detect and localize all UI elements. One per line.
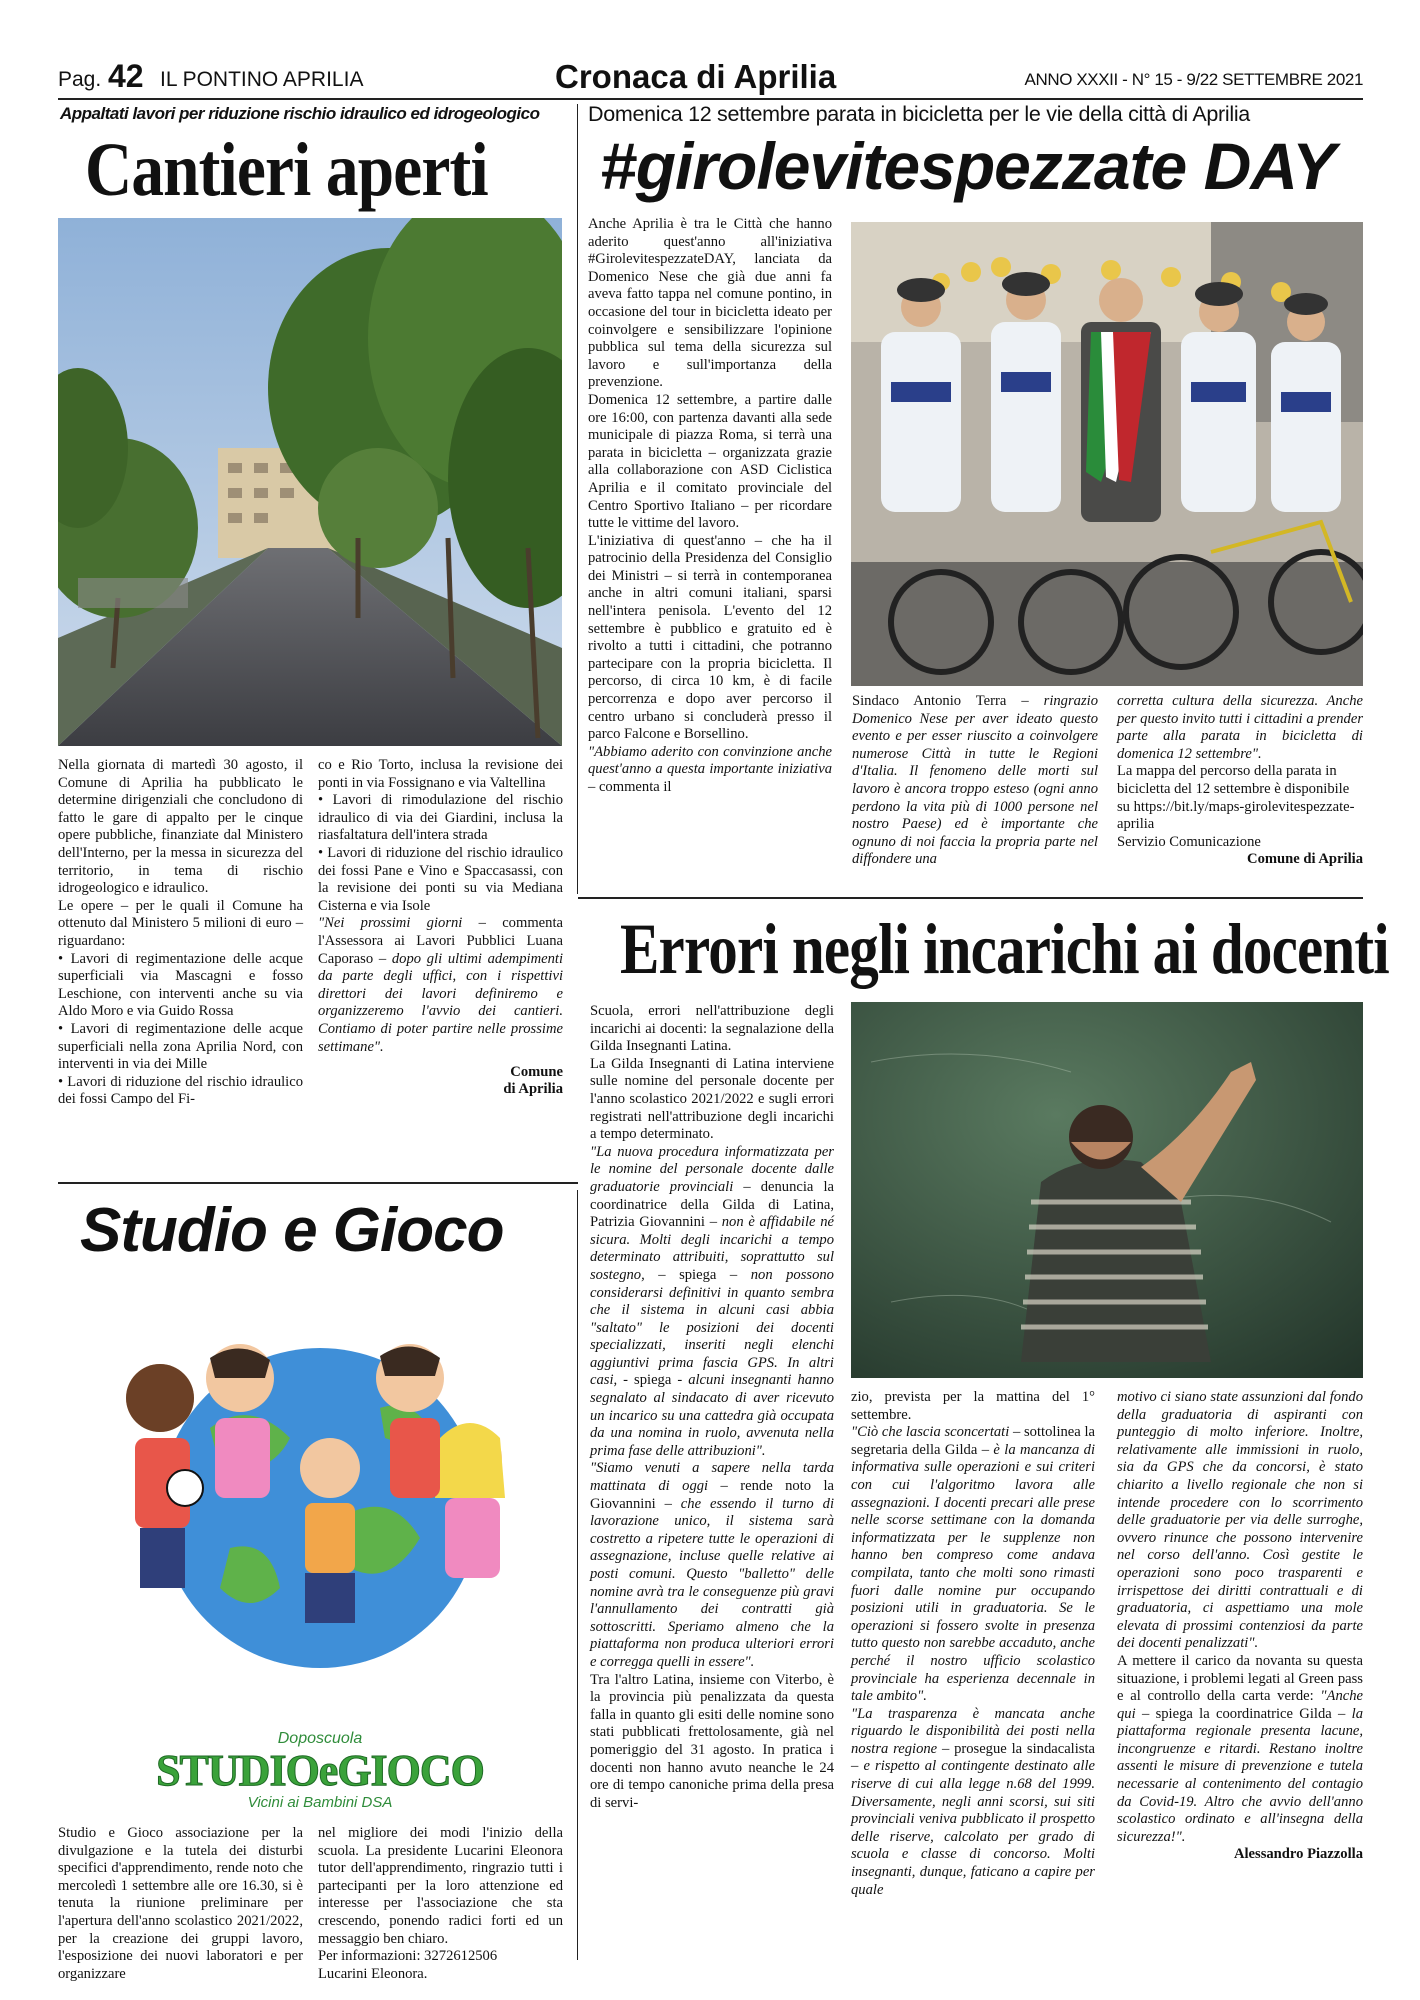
header-rule [58,98,1363,100]
girolevite-col-1 [588,216,832,797]
studio-logo-top: Doposcuola [277,1730,363,1747]
studio-title: Studio e Gioco [80,1196,504,1265]
cantieri-col-2 [318,757,563,1098]
girolevite-paragraph: Anche Aprilia è tra le Città che hanno aderito quest'anno all'iniziativa #GirolevitespezzateDAY, lanciata da Domenico Nese che già due anni fa aveva fatto tappa nel comune pontino, in occasione del tour in bicicletta ideato per coinvolgere e sensibilizzare l'opinione pubblica sul tema della sicurezza sul lavoro e sull'importanza della prevenzione. [588,216,832,391]
page-number: 42 [108,58,144,94]
errori-col-3: motivo ci siano state assunzioni dal fondo della graduatoria di aspiranti con punteggio di molto inferiore. Inoltre, relativamente alle immissioni in ruolo, sia da GPS che da concorsi, è stato chiarito a livello regionale che non si intende procedere con lo scorrimento delle graduatorie per via delle surroghe, ovvero rinunce che possono intervenire nel corso dell'anno. Così gestite le operazioni sono poco trasparenti e irrispettose dei diritti contrattuali e di graduatoria, ci aspettiamo una mole elevata di prossimi contenziosi da parte dei docenti penalizzati". A mettere il carico da novanta su questa situazione, i problemi legati al Green pass e al controllo della carta verde: "Anche qui – spiega la coordinatrice Gilda – la piattaforma regionale presenta lacune, incongruenze e ritardi. Restano inoltre assenti le misure di prevenzione e tutela necessarie al contenimento del contagio da Covid-19. Altro che avvio dell'anno scolastico ordinato e all'insegna della sicurezza!". Alessandro Piazzolla [1117,1389,1363,1863]
errori-col-2: zio, prevista per la mattina del 1° settembre. "Ciò che lascia sconcertati – sottolinea la segretaria della Gilda – è la mancanza di informativa sulle operazioni e sui criteri con cui l'algoritmo lavora alle assegnazioni. I docenti precari alle prese nelle scorse settimane con la domanda informatizzata per le supplenze non hanno ben compreso come andava compilata, tanto che molti sono rimasti fuori dalle nomine pur occupando posizioni utili in graduatoria. Se le operazioni si fossero svolte in presenza tutto questo non sarebbe accaduto, anche perché il nostro ufficio scolastico provinciale ha esperienza decennale in tale ambito". "La trasparenza è mancata anche riguardo le disponibilità dei posti nella nostra regione – prosegue la sindacalista – e rispetto al contingente destinato alle riserve di cui alla legge n.68 del 1999. Diversamente, negli anni scorsi, sui siti provinciali veniva pubblicato il prospetto delle riserve, calcolato per grado di scuola e classe di concorso. Molti insegnanti, dunque, faticano a capire per quale [851,1389,1095,1898]
cantieri-signature: Comune di Aprilia [503,1064,563,1098]
girolevite-title: #girolevitespezzate DAY [600,129,1336,203]
cantieri-paragraph: co e Rio Torto, inclusa la revisione dei ponti in via Fossignano e via Valtellina [318,757,563,791]
errori-col-1: Scuola, errori nell'attribuzione degli incarichi ai docenti: la segnalazione della Gilda Insegnanti Latina. La Gilda Insegnanti di Latina interviene sulle nomine del personale docente per l'anno scolastico 2021/2022 e sugli errori registrati nell'attribuzione degli incarichi a tempo determinato. "La nuova procedura informatizzata per le nomine del personale docente dalle graduatorie provinciali – denuncia la coordinatrice della Gilda di Latina, Patrizia Giovannini – non è affidabile né sicura. Molti degli incarichi a tempo determinato attribuiti, soprattutto sul sostegno, – spiega – non possono considerarsi definitivi in quanto sembra che il sistema in alcuni casi abbia "saltato" le posizioni dei docenti specializzati, inseriti negli elenchi aggiuntivi prima fascia GPS. In altri casi, - spiega - alcuni insegnanti hanno segnalato al sindacato di aver ricevuto un incarico su una cattedra già occupata da una nomina in ruolo, avvenuta nella prima fase delle attribuzioni". "Siamo venuti a sapere nella tarda mattinata di oggi – rende noto la Giovannini – che essendo il turno di lavorazione unico, il sistema sarà costretto a ripetere tutte le operazioni di assegnazione, incluse quelle relative ai posti comuni. Questo "balletto" delle nomine avrà tra le conseguenze più gravi l'annullamento dei contratti già sottoscritti. Speriamo almeno che la piattaforma non produca ulteriori errori e correggа quelli in essere". Tra l'altro Latina, insieme con Viterbo, è la provincia più penalizzata da questa falla in quanto gli esiti delle nomine sono stati pubblicati frettolosamente, già nel pomeriggio del 31 agosto. In pratica i docenti non hanno avuto neanche le 24 ore di tempo canoniche prima della presa di servi- [590,1003,835,1811]
girolevite-bottom-rule [578,897,1363,899]
studio-col-2: nel migliore dei modi l'inizio della scuola. La presidente Lucarini Eleonora tutor dell'apprendimento, ringrazio tutti i partecipanti per la loro attenzione ed interesse per l'associazione che sta crescendo, ponendo radici forti ed un messaggio ben chiaro. Per informazioni: 3272612506 Lucarini Eleonora. [318,1825,563,1982]
errori-signature: Alessandro Piazzolla [1233,1846,1363,1863]
page-header [58,58,1363,98]
girolevite-kicker: Domenica 12 settembre parata in bicicletta per le vie della città di Aprilia [588,102,1250,126]
girolevite-col-2: Sindaco Antonio Terra – ringrazio Domenico Nese per aver ideato questo evento e per esser riuscito a coinvolgere numerose Città in tutte le Regioni d'Italia. Il fenomeno delle morti sul lavoro è ancora troppo esteso (ogni anno perdono la vita più di 1000 persone nel nostro Paese) ed è importante che ognuno di noi faccia la propria parte nel diffondere una [852,693,1098,868]
studio-illustration [90,1288,550,1728]
paper-name: IL PONTINO APRILIA [160,68,364,91]
cantieri-bottom-rule [58,1182,578,1184]
cantieri-paragraph: • Lavori di riduzione del rischio idraulico dei fossi Pane e Vino e Spaccasassi, con la revisione dei ponti su via Mediana Cisterna e via Isole [318,844,563,914]
errori-title: Errori negli incarichi ai docenti [620,909,1389,989]
column-divider [577,104,578,894]
cantieri-quote: "Nei prossimi giorni – commenta l'Assessora ai Lavori Pubblici Luana Caporaso – dopo gli ultimi adempimenti da parte degli uffici, con i rispettivi direttori dei lavori definiremo e organizzeremo l'avvio dei cantieri. Contiamo di poter partire nelle prossime settimane". [318,915,563,1055]
cantieri-paragraph: • Lavori di riduzione del rischio idraulico dei fossi Campo del Fi- [58,1073,303,1108]
street-photo [58,218,562,746]
page-label: Pag. [58,68,102,91]
girolevite-paragraph: L'iniziativa di quest'anno – che ha il patrocinio della Presidenza del Consiglio dei Ministri – si terrà in contemporanea anche in altri comuni italiani, sparsi nell'intera penisola. L'evento del 12 settembre è pubblico e gratuito ed è rivolto a tutti i cittadini, che potranno partecipare con la propria bicicletta. Il percorso, di circa 10 km, è di facile percorrenza e dopo aver percorso il centro urbano si concluderà presso il parco Falcone e Borsellino. [588,532,832,743]
cantieri-paragraph: • Lavori di regimentazione delle acque superficiali via Mascagni e fosso Leschione, con interventi anche su via Aldo Moro e via Guido Rossa [58,950,303,1020]
issue-info: ANNO XXXII - N° 15 - 9/22 SETTEMBRE 2021 [1024,70,1363,89]
girolevite-paragraph: Domenica 12 settembre, a partire dalle ore 16:00, con partenza davanti alla sede municipale di piazza Roma, si terrà una parata in bicicletta – organizzata grazie alla collaborazione con ASD Ciclistica Aprilia e il comitato provinciale del Centro Sportivo Italiano – per ricordare tutte le vittime del lavoro. [588,391,832,532]
studio-logo [110,1730,530,1820]
teacher-photo [851,1002,1363,1378]
cantieri-paragraph: Le opere – per le quali il Comune ha ottenuto dal Ministero 5 milioni di euro – riguardano: [58,897,303,949]
girolevite-signature: Comune di Aprilia [1247,851,1363,868]
lower-column-divider [577,1190,578,1960]
section-title: Cronaca di Aprilia [555,58,837,95]
cantieri-paragraph: • Lavori di rimodulazione del rischio idraulico di via dei Giardini, inclusa la riasfaltatura dell'intera strada [318,792,563,844]
studio-col-1: Studio e Gioco associazione per la divulgazione e la tutela dei disturbi specifici d'apprendimento, rende noto che mercoledì 1 settembre alle ore 16.30, si è tenuta la riunione preliminare per l'apertura dell'anno scolastico 2021/2022, per la creazione dei gruppi lavoro, l'esposizione dei nuovi laboratori e per organizzare [58,1825,303,1982]
girolevite-quote: "Abbiamo aderito con convinzione anche quest'anno a questa importante iniziativa – commenta il [588,743,832,795]
cantieri-title: Cantieri aperti [85,128,488,212]
girolevite-col-3: corretta cultura della sicurezza. Anche per questo invito tutti i cittadini a prender parte alla parata in bicicletta di domenica 12 settembre". La mappa del percorso della parata in bicicletta del 12 settembre è disponibile su https://bit.ly/maps-girolevitespezzate-aprilia Servizio Comunicazione Comune di Aprilia [1117,693,1363,868]
cantieri-col-1 [58,757,303,1109]
cyclists-photo [851,222,1363,686]
studio-logo-sub: Vicini ai Bambini DSA [247,1794,393,1811]
studio-logo-main: STUDIOeGIOCO [156,1746,484,1795]
cantieri-paragraph: Nella giornata di martedì 30 agosto, il Comune di Aprilia ha pubblicato le determine dirigenziali che concludono di fatto le gare di appalto per le cinque opere pubbliche, finanziate dal Ministero dell'Interno, per la messa in sicurezza del territorio, in tema di rischio idrogeologico e idraulico. [58,757,303,897]
cantieri-kicker: Appaltati lavori per riduzione rischio idraulico ed idrogeologico [60,104,540,123]
cantieri-paragraph: • Lavori di regimentazione delle acque superficiali nella zona Aprilia Nord, con interventi in via dei Mille [58,1020,303,1073]
